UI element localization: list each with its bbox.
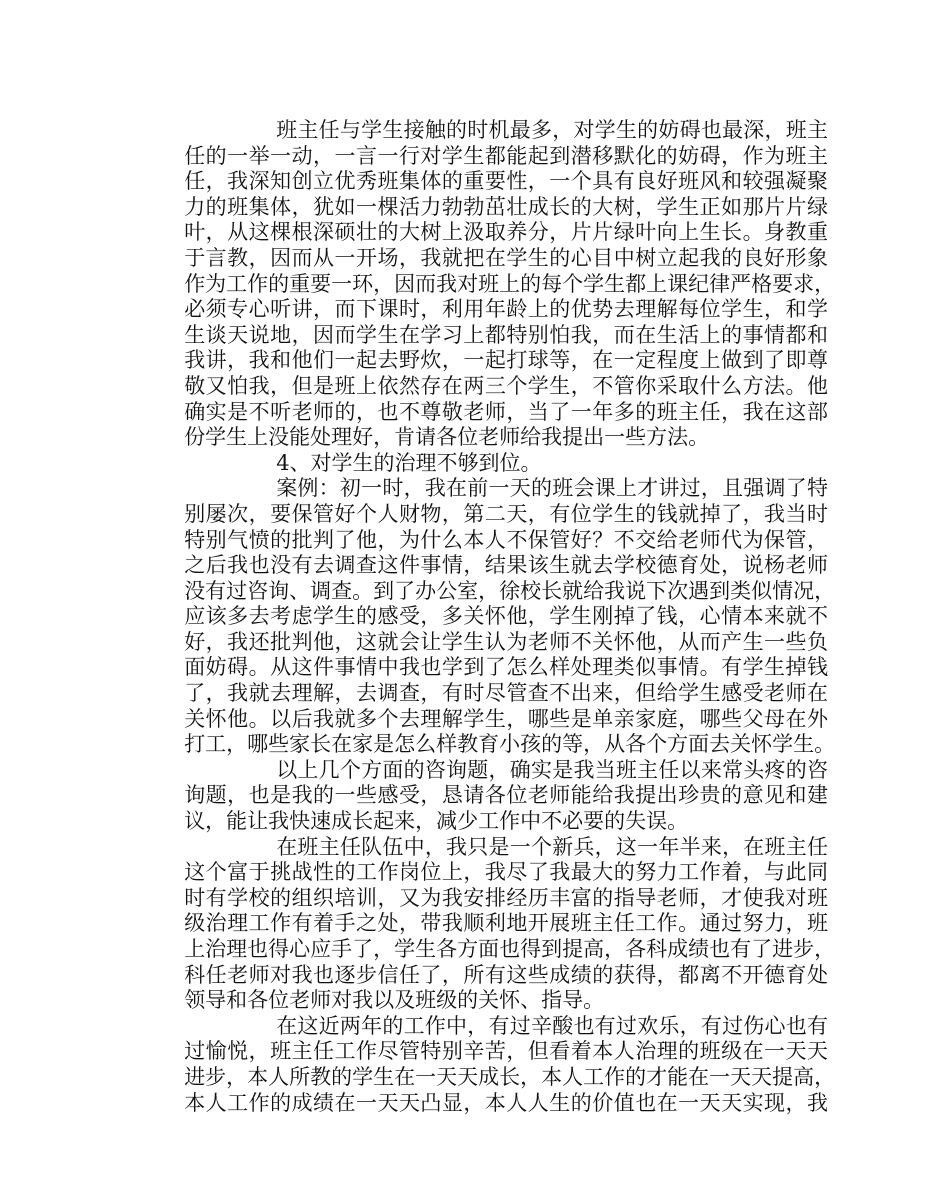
text-line: 确实是不听老师的，也不尊敬老师，当了一年多的班主任，我在这部 — [184, 399, 828, 424]
text-line: 我讲，我和他们一起去野炊，一起打球等，在一定程度上做到了即尊 — [184, 348, 828, 373]
text-line: 特别气愤的批判了他，为什么本人不保管好？不交给老师代为保管， — [184, 527, 828, 552]
text-line: 作为工作的重要一环，因而我对班上的每个学生都上课纪律严格要求， — [184, 271, 836, 296]
text-line: 别屡次，要保管好个人财物，第二天，有位学生的钱就掉了，我当时 — [184, 501, 828, 526]
document-body — [138, 118, 836, 1116]
text-line: 了，我就去理解，去调查，有时尽管查不出来，但给学生感受老师在 — [184, 681, 828, 706]
text-line: 必须专心听讲，而下课时，利用年龄上的优势去理解每位学生，和学 — [184, 297, 828, 322]
text-line: 在这近两年的工作中，有过辛酸也有过欢乐，有过伤心也有 — [276, 1013, 828, 1038]
text-line: 没有过咨询、调查。到了办公室，徐校长就给我说下次遇到类似情况， — [184, 578, 836, 603]
text-line: 班主任与学生接触的时机最多，对学生的妨碍也最深，班主 — [276, 118, 828, 142]
text-line: 级治理工作有着手之处，带我顺利地开展班主任工作。通过努力，班 — [184, 911, 828, 936]
text-line: 时有学校的组织培训，又为我安排经历丰富的指导老师，才使我对班 — [184, 885, 828, 910]
text-line: 议，能让我快速成长起来，减少工作中不必要的失误。 — [184, 809, 689, 834]
text-line: 打工，哪些家长在家是怎么样教育小孩的等，从各个方面去关怀学生。 — [184, 732, 836, 757]
text-line: 好，我还批判他，这就会让学生认为老师不关怀他，从而产生一些负 — [184, 629, 828, 654]
text-line: 询题，也是我的一些感受，恳请各位老师能给我提出珍贵的意见和建 — [184, 783, 828, 808]
text-line: 之后我也没有去调查这件事情，结果该生就去学校德育处，说杨老师 — [184, 553, 828, 578]
text-line: 科任老师对我也逐步信任了，所有这些成绩的获得，都离不开德育处 — [184, 962, 828, 987]
paragraph-new-teacher — [138, 834, 836, 1014]
text-line: 本人工作的成绩在一天天凸显，本人人生的价值也在一天天实现，我 — [184, 1090, 828, 1115]
text-line: 于言教，因而从一开场，我就把在学生的心目中树立起我的良好形象 — [184, 245, 828, 270]
text-line: 任，我深知创立优秀班集体的重要性，一个具有良好班风和较强凝聚 — [184, 169, 828, 194]
text-line: 关怀他。以后我就多个去理解学生，哪些是单亲家庭，哪些父母在外 — [184, 706, 828, 731]
paragraph-case-study — [138, 476, 836, 758]
text-line: 敬又怕我，但是班上依然存在两三个学生，不管你采取什么方法。他 — [184, 373, 828, 398]
text-line: 份学生上没能处理好，肯请各位老师给我提出一些方法。 — [184, 425, 710, 450]
section-heading-management — [138, 451, 828, 477]
text-line: 叶，从这棵根深硕壮的大树上汲取养分，片片绿叶向上生长。身教重 — [184, 220, 828, 245]
text-line: 领导和各位老师对我以及班级的关怀、指导。 — [184, 988, 605, 1013]
text-line: 4、对学生的治理不够到位。 — [276, 450, 542, 475]
text-line: 应该多去考虑学生的感受，多关怀他，学生刚掉了钱，心情本来就不 — [184, 604, 828, 629]
text-line: 面妨碍。从这件事情中我也学到了怎么样处理类似事情。有学生掉钱 — [184, 655, 828, 680]
text-line: 这个富于挑战性的工作岗位上，我尽了我最大的努力工作着，与此同 — [184, 860, 828, 885]
text-line: 进步，本人所教的学生在一天天成长，本人工作的才能在一天天提高， — [184, 1064, 836, 1089]
paragraph-two-years-reflection — [138, 1013, 836, 1116]
text-line: 力的班集体，犹如一棵活力勃勃茁壮成长的大树，学生正如那片片绿 — [184, 194, 828, 219]
text-line: 任的一举一动，一言一行对学生都能起到潜移默化的妨碍，作为班主 — [184, 143, 828, 168]
text-line: 过愉悦，班主任工作尽管特别辛苦，但看着本人治理的班级在一天天 — [184, 1039, 828, 1064]
paragraph-head-teacher-influence — [138, 118, 836, 451]
text-line: 在班主任队伍中，我只是一个新兵，这一年半来，在班主任 — [276, 834, 828, 859]
paragraph-questions-summary — [138, 758, 828, 835]
text-line: 上治理也得心应手了，学生各方面也得到提高，各科成绩也有了进步， — [184, 937, 836, 961]
text-line: 生谈天说地，因而学生在学习上都特别怕我，而在生活上的事情都和 — [184, 322, 828, 347]
text-line: 案例：初一时，我在前一天的班会课上才讲过，且强调了特 — [276, 476, 828, 501]
text-line: 以上几个方面的咨询题，确实是我当班主任以来常头疼的咨 — [276, 757, 828, 782]
